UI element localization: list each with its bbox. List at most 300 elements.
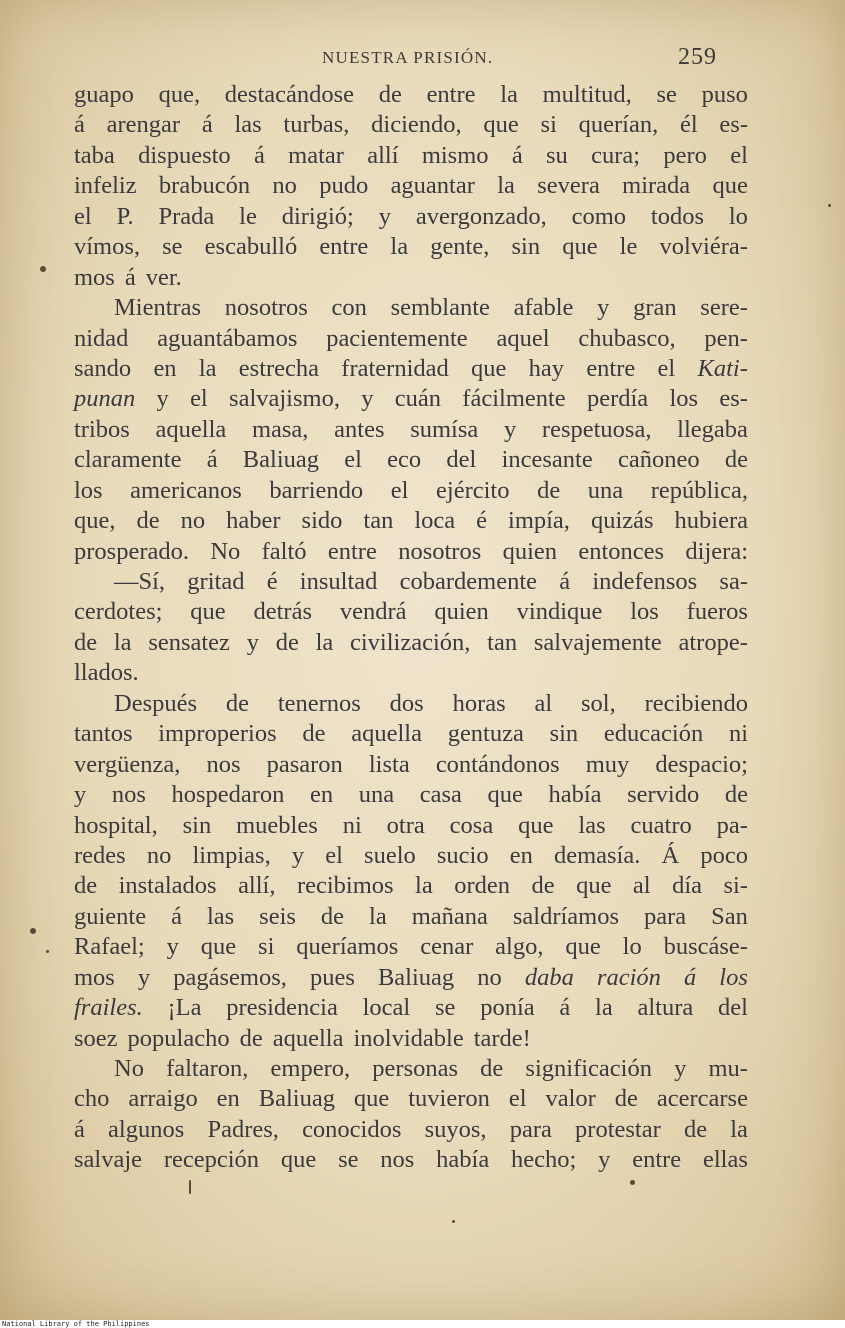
word: y [156, 385, 169, 413]
word: sando [74, 354, 132, 382]
word: su [546, 141, 568, 169]
word: muy [585, 750, 630, 778]
word: que [280, 1146, 317, 1174]
word: Baliuag [377, 963, 455, 991]
word: acercarse [656, 1085, 748, 1113]
word: á [253, 141, 265, 169]
word: aguantar [390, 172, 475, 200]
word: casa [419, 781, 462, 809]
word: se [656, 81, 677, 108]
word: y [361, 385, 374, 413]
page-number: 259 [678, 44, 717, 70]
word: á [74, 1115, 85, 1143]
word: y [166, 933, 179, 961]
word: incesante [501, 446, 593, 474]
word: la [198, 354, 217, 382]
word: multitud, [542, 81, 632, 108]
text-line [74, 80, 748, 110]
word: las [234, 111, 262, 139]
word: cuán [394, 385, 442, 413]
word: orden [454, 872, 510, 900]
word: personas [372, 1055, 459, 1082]
word: soez [74, 1024, 118, 1052]
word: en [153, 354, 177, 382]
word: y [291, 841, 305, 869]
word: sin [549, 720, 579, 748]
word: muebles [236, 811, 318, 839]
word: la [315, 628, 334, 656]
word: Prada [158, 202, 215, 230]
word: el [325, 841, 343, 869]
word: recepción [163, 1146, 260, 1174]
word: y [503, 415, 517, 443]
word: infeliz [74, 172, 137, 200]
word: suyos, [424, 1115, 487, 1143]
text-line [74, 1054, 748, 1084]
text-line [74, 1145, 748, 1175]
word: ellas [703, 1146, 748, 1174]
word: hospedaron [171, 781, 285, 809]
word: cobardemente [399, 568, 538, 595]
word: de [136, 507, 160, 535]
word: dirigió; [281, 202, 354, 230]
text-line [74, 567, 748, 597]
word: guapo [74, 81, 134, 108]
word: nos [380, 1146, 415, 1174]
word: turbas, [283, 111, 350, 139]
word: quien [434, 598, 489, 626]
word: de [724, 781, 748, 809]
word: semblante [390, 294, 490, 322]
text-line [74, 658, 748, 688]
word: entre [586, 354, 636, 382]
word: la [369, 902, 387, 930]
word: se [338, 1146, 359, 1174]
word: para [509, 1115, 552, 1143]
word: ejército [436, 476, 510, 504]
word: mu- [708, 1055, 748, 1082]
word: eco [387, 446, 422, 474]
word: taba [74, 141, 115, 169]
word: chubasco, [578, 324, 676, 352]
word: daba [524, 963, 574, 991]
word: la [500, 81, 518, 108]
word: quizás [590, 507, 654, 535]
word: Kati- [697, 354, 748, 382]
word: salvajismo, [229, 385, 340, 413]
word: —Sí, [114, 568, 166, 595]
word: gran [633, 294, 677, 322]
word: aquel [496, 324, 550, 352]
text-line [74, 628, 748, 658]
word: nidad [74, 324, 129, 352]
word: P. [116, 202, 134, 230]
word: lista [368, 750, 410, 778]
word: sa- [719, 568, 748, 595]
word: respetuosa, [541, 415, 652, 443]
word: de [302, 720, 326, 748]
word: sere- [700, 294, 748, 322]
word: escabulló [204, 233, 298, 261]
text-line [74, 415, 748, 445]
word: y [598, 1146, 611, 1174]
word: entre [426, 81, 476, 108]
text-line [74, 963, 748, 993]
word: indefensos [592, 568, 698, 595]
word: tarde! [473, 1024, 531, 1052]
word: el [508, 1085, 527, 1113]
word: se [435, 994, 456, 1022]
word: y [597, 294, 610, 322]
word: la [390, 233, 409, 261]
word: arraigo [128, 1085, 198, 1113]
word: cerdotes; [74, 598, 163, 626]
word: aquella [272, 1024, 344, 1052]
word: instalados [118, 872, 217, 900]
word: de [724, 446, 748, 474]
word: altura [637, 994, 694, 1022]
word: salvajemente [533, 628, 662, 656]
word: pero [663, 141, 707, 169]
word: Baliuag [258, 1085, 335, 1113]
text-line [74, 263, 748, 293]
word: mismo [421, 141, 489, 169]
word: es- [719, 385, 748, 413]
word: contándonos [435, 750, 560, 778]
text-line [74, 171, 748, 201]
word: si [540, 111, 557, 139]
word: hay [528, 354, 565, 382]
text-line [74, 445, 748, 475]
text-line [74, 232, 748, 262]
word: de [378, 81, 402, 108]
word: claramente [74, 446, 182, 474]
word: nosotros [224, 294, 308, 322]
word: no [146, 841, 172, 869]
word: querían, [578, 111, 659, 139]
word: pasaron [266, 750, 343, 778]
word: se [162, 233, 183, 261]
text-line [74, 841, 748, 871]
word: punan [74, 385, 136, 413]
word: nos [206, 750, 241, 778]
ink-speck [40, 266, 46, 272]
word: que [200, 933, 237, 961]
word: diciendo, [371, 111, 462, 139]
word: pen- [704, 324, 748, 352]
word: é [476, 507, 488, 535]
word: del [446, 446, 477, 474]
word: vendrá [339, 598, 407, 626]
word: ponía [480, 994, 535, 1022]
word: sido [301, 507, 343, 535]
word: vergüenza, [74, 750, 181, 778]
word: pa- [716, 811, 748, 839]
word: sucio [436, 841, 489, 869]
word: del [718, 994, 748, 1022]
word: cenar [420, 933, 474, 961]
word: tribos [74, 415, 130, 443]
word: frailes. [74, 994, 143, 1022]
word: y [674, 1055, 687, 1082]
word: recibimos [296, 872, 394, 900]
word: saldríamos [512, 902, 620, 930]
word: de [537, 476, 561, 504]
word: sin [511, 233, 541, 261]
word: ver. [145, 263, 182, 291]
word: Mientras [114, 294, 202, 322]
word: llados. [74, 659, 139, 687]
word: nosotros [398, 537, 482, 565]
word: tenernos [277, 689, 361, 717]
text-line [74, 1084, 748, 1114]
word: de [74, 628, 98, 656]
word: ¡La [167, 994, 202, 1022]
word: el [657, 354, 676, 382]
word: conocidos [302, 1115, 402, 1143]
word: que [487, 781, 523, 809]
word: la [497, 172, 515, 200]
word: el [190, 385, 208, 413]
word: allí, [238, 872, 276, 900]
word: pagásemos, [173, 963, 287, 991]
text-line [74, 750, 748, 780]
word: matar [288, 141, 344, 169]
word: que [562, 233, 598, 261]
word: entre [632, 1146, 682, 1174]
word: Á [661, 841, 680, 869]
word: sin [182, 811, 212, 839]
word: que [576, 872, 612, 900]
word: impía, [508, 507, 570, 535]
word: civilización, [350, 628, 471, 656]
library-credit: National Library of the Philippines [2, 1320, 150, 1328]
word: hospital, [74, 811, 158, 839]
word: San [711, 902, 748, 930]
word: en [216, 1085, 240, 1113]
ink-speck [452, 1220, 455, 1223]
word: ración [596, 963, 661, 991]
word: el [390, 476, 409, 504]
word: la [415, 872, 433, 900]
word: si- [723, 872, 748, 900]
running-title: NUESTRA PRISIÓN. [322, 48, 494, 67]
text-line [74, 902, 748, 932]
word: que [483, 111, 519, 139]
word: avergonzado, [415, 202, 547, 230]
page-header [0, 44, 845, 74]
word: le [619, 233, 638, 261]
word: pacientemente [326, 324, 468, 352]
word: llegaba [677, 415, 748, 443]
word: limpias, [192, 841, 271, 869]
word: fraternidad [341, 354, 449, 382]
text-line [74, 506, 748, 536]
word: que [353, 1085, 390, 1113]
word: no [272, 172, 297, 200]
word: faltaron, [166, 1055, 249, 1082]
word: demasía. [553, 841, 641, 869]
word: algo, [495, 933, 544, 961]
word: seis [259, 902, 296, 930]
word: servido [627, 781, 700, 809]
word: y [74, 781, 87, 809]
word: si [258, 933, 275, 961]
word: redes [74, 841, 126, 869]
word: Rafael; [74, 933, 145, 961]
text-line [74, 932, 748, 962]
text-line [74, 719, 748, 749]
word: ni [342, 811, 362, 839]
text-line [74, 993, 748, 1023]
word: vímos, [74, 233, 141, 261]
word: ni [728, 720, 748, 748]
word: entre [319, 233, 369, 261]
text-line [74, 1024, 748, 1054]
word: había [436, 1146, 490, 1174]
word: la [595, 994, 613, 1022]
text-line [74, 811, 748, 841]
text-line [74, 597, 748, 627]
word: é [266, 568, 278, 595]
text-line [74, 871, 748, 901]
word: á [201, 111, 213, 139]
text-line [74, 476, 748, 506]
word: aguantábamos [157, 324, 298, 352]
word: que [518, 811, 554, 839]
word: con [331, 294, 367, 322]
word: como [571, 202, 627, 230]
word: cosa [449, 811, 494, 839]
word: el [730, 141, 748, 169]
word: mos [74, 263, 115, 291]
word: de [239, 1024, 263, 1052]
word: al [632, 872, 651, 900]
word: antes [334, 415, 385, 443]
word: de [275, 628, 299, 656]
text-line [74, 202, 748, 232]
word: mos [74, 963, 115, 991]
word: á [124, 263, 136, 291]
word: en [509, 841, 533, 869]
word: presidencia [226, 994, 338, 1022]
word: que [712, 172, 748, 200]
word: á [683, 963, 697, 991]
word: aquella [351, 720, 422, 748]
word: loca [414, 507, 456, 535]
word: de [480, 1055, 504, 1082]
word: al [534, 689, 553, 717]
word: de [225, 689, 249, 717]
word: las [206, 902, 235, 930]
word: los [669, 385, 699, 413]
word: pudo [319, 172, 369, 200]
word: que [190, 598, 226, 626]
word: atrope- [678, 628, 748, 656]
word: valor [545, 1085, 596, 1113]
word: Después [114, 689, 198, 717]
word: que [471, 354, 507, 382]
ink-speck [46, 950, 49, 953]
word: cuatro [630, 811, 692, 839]
word: insultad [299, 568, 378, 595]
word: que, [158, 81, 201, 108]
word: puso [701, 81, 748, 108]
word: sumísa [410, 415, 479, 443]
word: dispuesto [138, 141, 231, 169]
word: á [559, 994, 571, 1022]
ink-speck [828, 204, 831, 207]
word: No [114, 1055, 144, 1082]
word: Padres, [207, 1115, 279, 1143]
word: hecho; [511, 1146, 577, 1174]
word: lo [622, 933, 642, 961]
text-line [74, 384, 748, 414]
word: otra [386, 811, 425, 839]
word: las [578, 811, 606, 839]
word: vindique [516, 598, 603, 626]
word: fueros [686, 598, 748, 626]
word: no [477, 963, 502, 991]
word: á [206, 446, 218, 474]
word: volviéra- [659, 233, 748, 261]
word: masa, [251, 415, 309, 443]
word: y [137, 963, 151, 991]
word: los [74, 476, 103, 504]
word: de [683, 1115, 708, 1143]
word: mirada [622, 172, 691, 200]
word: entonces [578, 537, 665, 565]
word: tan [363, 507, 394, 535]
word: lo [728, 202, 748, 230]
word: estrecha [238, 354, 320, 382]
word: le [239, 202, 257, 230]
word: todos [650, 202, 704, 230]
word: á [559, 568, 571, 595]
word: á [74, 111, 85, 139]
word: allí [367, 141, 399, 169]
text-line [74, 780, 748, 810]
word: fácilmente [462, 385, 566, 413]
word: poco [700, 841, 748, 869]
word: tuvieron [408, 1085, 490, 1113]
word: pues [309, 963, 355, 991]
word: una [358, 781, 395, 809]
text-line [74, 537, 748, 567]
word: día [672, 872, 702, 900]
word: americanos [130, 476, 242, 504]
body-text [74, 80, 748, 1176]
word: una [587, 476, 624, 504]
word: afable [513, 294, 574, 322]
word: tantos [74, 720, 133, 748]
word: brabucón [158, 172, 251, 200]
word: de [74, 872, 98, 900]
word: educación [603, 720, 704, 748]
ink-speck [630, 1180, 635, 1185]
word: hubiera [674, 507, 748, 535]
word: nos [111, 781, 146, 809]
word: local [362, 994, 411, 1022]
word: cho [74, 1085, 110, 1113]
word: los [630, 598, 659, 626]
word: queríamos [296, 933, 399, 961]
word: es- [719, 111, 748, 139]
word: mañana [411, 902, 488, 930]
word: suelo [364, 841, 416, 869]
word: los [719, 963, 748, 991]
word: quien [502, 537, 558, 565]
